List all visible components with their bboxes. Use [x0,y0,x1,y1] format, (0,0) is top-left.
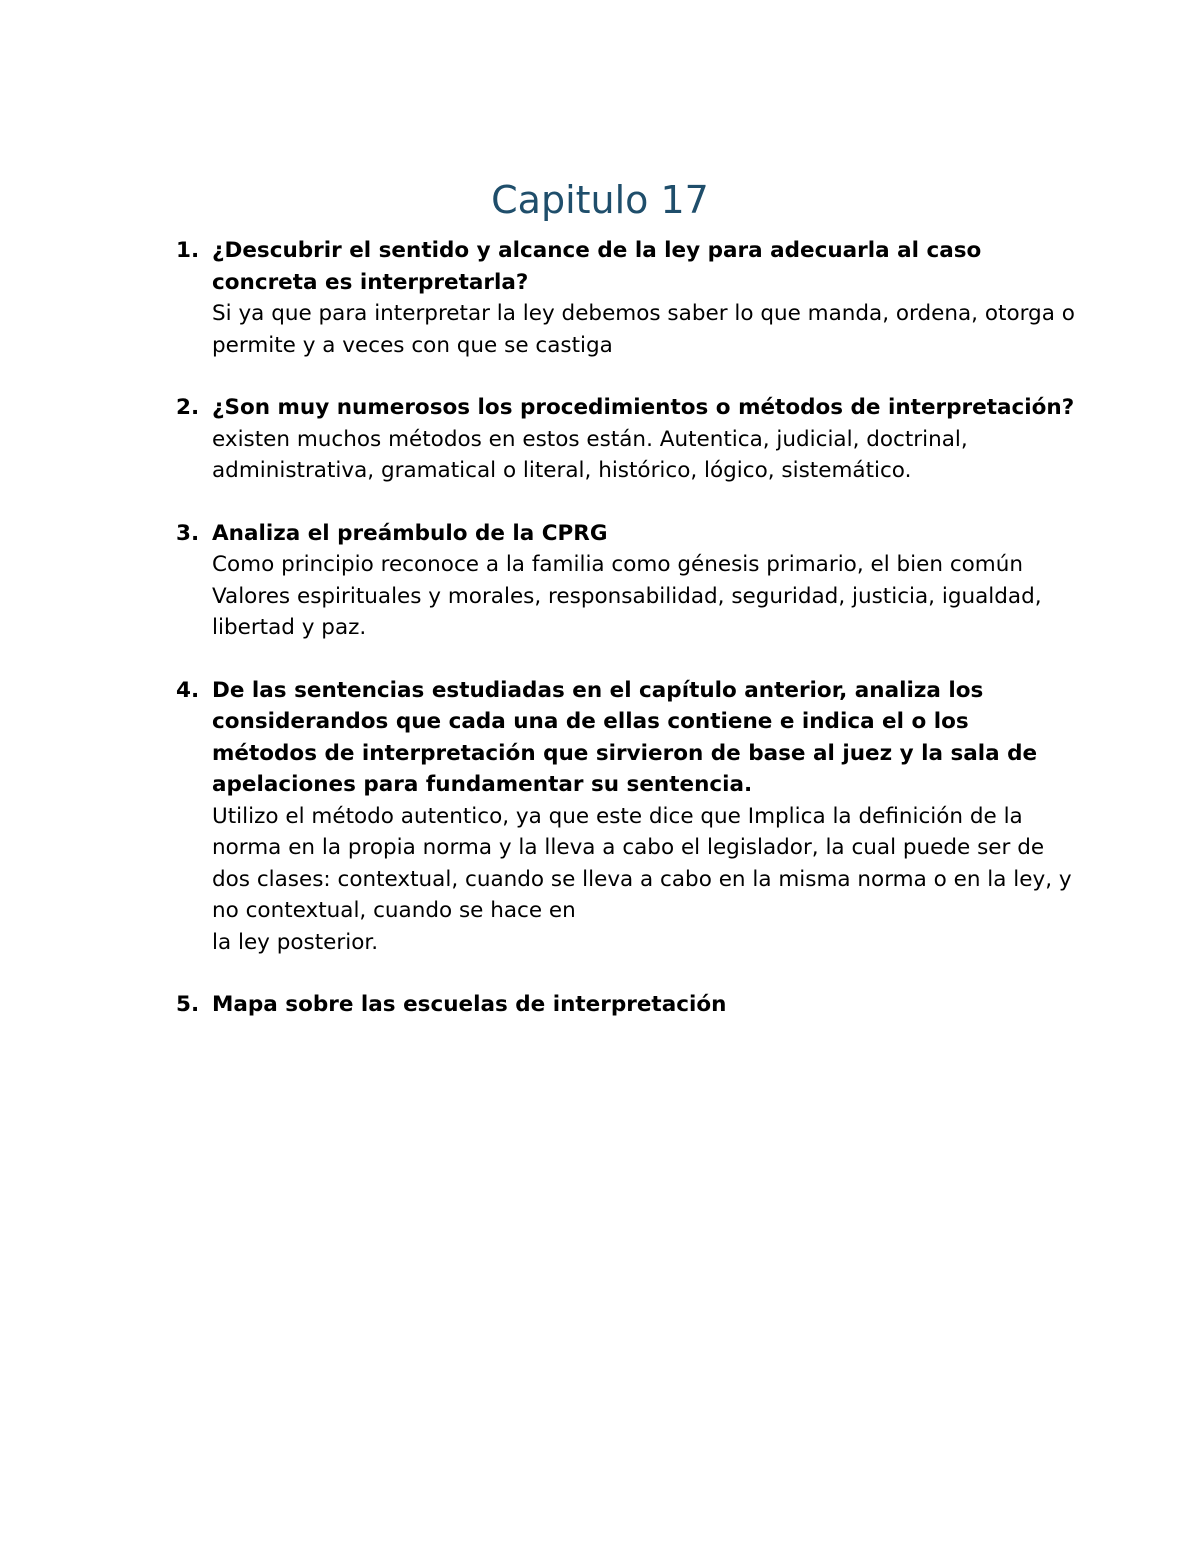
list-item [176,518,1076,644]
page-title: Capitulo 17 [491,178,709,222]
answer-text: Si ya que para interpretar la ley debemos saber lo que manda, ordena, otorga o permite y a veces con que se castiga [212,301,1075,358]
answer-text: Utilizo el método autentico, ya que este dice que Implica la definición de la norma en la propia norma y la lleva a cabo el legislador, la cual puede ser de dos clases: contextual, cuando se lleva a cabo en la misma norma o en la ley, y no contextual, cuando se hace en [212,803,1072,923]
item-number: 3. [176,520,200,546]
question-text: Analiza el preámbulo de la CPRG [212,520,608,546]
answer-text: Como principio reconoce a la familia como génesis primario, el bien común [212,552,1024,577]
list-item [176,675,1076,959]
answer-text: Valores espirituales y morales, responsabilidad, seguridad, justicia, igualdad, libertad y paz. [212,583,1042,640]
question-text: De las sentencias estudiadas en el capítulo anterior, analiza los considerandos que cada una de ellas contiene e indica el o los métodos de interpretación que sirvieron de base al juez y la sala de apelaciones para fundamentar su sentencia. [212,677,1038,797]
list-item [176,235,1076,361]
question-list [176,235,1076,1052]
question-text: ¿Descubrir el sentido y alcance de la ley para adecuarla al caso concreta es interpretarla? [212,238,982,295]
answer-text: la ley posterior. [212,929,379,955]
answer-text: existen muchos métodos en estos están. Autentica, judicial, doctrinal, administrativa, gramatical o literal, histórico, lógico, sistemático. [212,426,968,483]
question-text: ¿Son muy numerosos los procedimientos o métodos de interpretación? [212,395,1075,420]
item-number: 1. [176,238,200,263]
item-number: 4. [176,677,200,703]
item-number: 2. [176,395,200,420]
list-item [176,392,1076,487]
question-text: Mapa sobre las escuelas de interpretación [212,992,727,1017]
list-item [176,989,1076,1021]
item-number: 5. [176,992,200,1017]
